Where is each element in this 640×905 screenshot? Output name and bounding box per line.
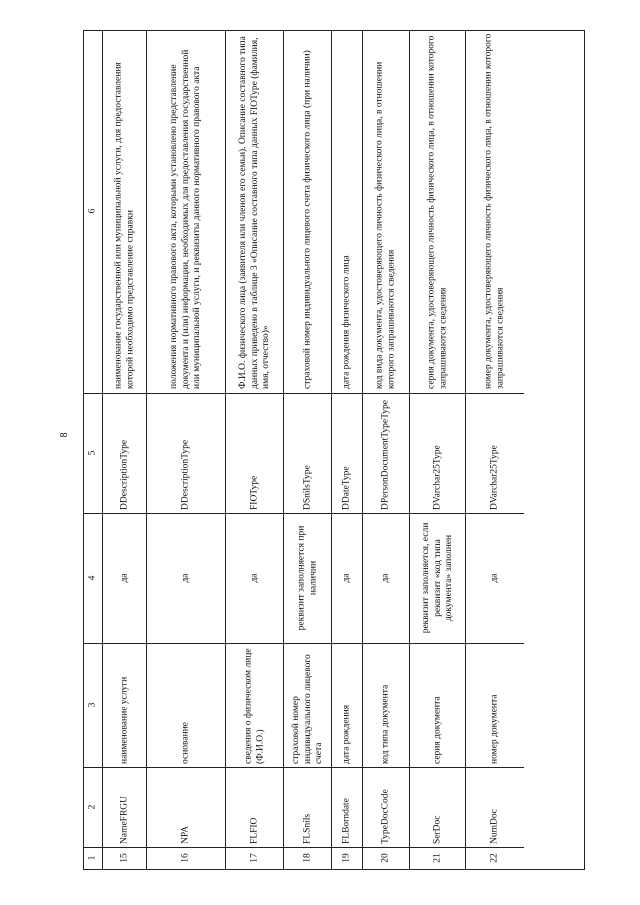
table-cell-col-6	[103, 29, 146, 393]
cell-text: 4	[87, 575, 98, 581]
table-cell-col-2	[84, 767, 102, 847]
cell-text: DVarchar25Type	[489, 445, 500, 511]
cell-text: DSnilsType	[301, 465, 312, 511]
table-row	[284, 31, 332, 869]
cell-text: FLSnils	[301, 813, 312, 845]
table-cell-col-1	[147, 847, 225, 869]
table-cell-col-3	[226, 643, 283, 767]
cell-text: сведения о физическом лице (Ф.И.О.)	[243, 648, 265, 765]
cell-text: основание	[180, 722, 191, 765]
table-cell-col-3	[284, 643, 331, 767]
table-cell-col-4	[103, 513, 146, 643]
cell-text: DVarchar25Type	[431, 445, 442, 511]
table-cell-col-6	[147, 29, 225, 393]
table-cell-col-2	[103, 767, 146, 847]
table-cell-col-6	[466, 29, 524, 393]
table-cell-col-3	[332, 643, 362, 767]
table-cell-col-5	[363, 393, 409, 513]
table-cell-col-1	[284, 847, 331, 869]
cell-text: да	[118, 573, 129, 583]
cell-text: FLFIO	[248, 817, 259, 845]
cell-text: 16	[180, 853, 191, 863]
table-cell-col-3	[363, 643, 409, 767]
cell-text: 17	[248, 853, 259, 863]
cell-text: номер документа, удостоверяющего личность физического лица, в отношении которого запрашиваются сведения	[483, 33, 505, 389]
table-cell-col-4	[410, 513, 465, 643]
table-cell-col-1	[103, 847, 146, 869]
table-cell-col-3	[147, 643, 225, 767]
table-cell-col-5	[147, 393, 225, 513]
table-header-row	[84, 31, 103, 869]
table-cell-col-2	[147, 767, 225, 847]
table-cell-col-1	[84, 847, 102, 869]
table-row	[147, 31, 226, 869]
cell-text: дата рождения физического лица	[341, 254, 352, 389]
cell-text: положения нормативного правового акта, которыми установлено представление документа и (или) информации, необходимых для предоставления государственной или муниципальной услуги, и реквизиты данного нормативного правового акта	[168, 49, 202, 389]
cell-text: 1	[87, 855, 98, 861]
cell-text: 22	[489, 853, 500, 863]
table-row	[332, 31, 363, 869]
table-cell-col-2	[284, 767, 331, 847]
cell-text: NameFRGU	[118, 796, 129, 845]
table-cell-col-2	[332, 767, 362, 847]
table-cell-col-5	[226, 393, 283, 513]
cell-text: DDescriptionType	[180, 440, 191, 511]
table-cell-col-6	[226, 29, 283, 393]
cell-text: 3	[87, 702, 98, 708]
table-cell-col-2	[410, 767, 465, 847]
table-cell-col-1	[466, 847, 524, 869]
table-cell-col-6	[363, 29, 409, 393]
table-cell-col-3	[103, 643, 146, 767]
cell-text: DPersonDocumentTypeType	[380, 400, 391, 511]
table-cell-col-3	[84, 643, 102, 767]
table-cell-col-1	[332, 847, 362, 869]
cell-text: код типа документа	[380, 684, 391, 765]
cell-text: наименование государственной или муниципальной услуги, для предоставления которой необходимо представление справки	[113, 61, 135, 389]
table-cell-col-4	[332, 513, 362, 643]
cell-text: да	[341, 573, 352, 583]
cell-text: DDateType	[341, 466, 352, 511]
cell-text: NPA	[180, 825, 191, 845]
cell-text: 19	[341, 853, 352, 863]
table-cell-col-5	[410, 393, 465, 513]
cell-text: наименование услуги	[118, 676, 129, 765]
table-cell-col-2	[226, 767, 283, 847]
cell-text: страховой номер индивидуального лицевого счета физического лица (при наличии)	[301, 49, 312, 389]
cell-text: дата рождения	[341, 705, 352, 765]
cell-text: 21	[431, 853, 442, 863]
cell-text: да	[380, 573, 391, 583]
cell-text: да	[489, 573, 500, 583]
table-cell-col-6	[410, 29, 465, 393]
cell-text: реквизит заполняется, если реквизит «код типа документа» заполнен	[420, 522, 454, 634]
table-cell-col-1	[226, 847, 283, 869]
table-cell-col-2	[363, 767, 409, 847]
table-cell-col-4	[84, 513, 102, 643]
table-cell-col-6	[284, 29, 331, 393]
table-cell-col-1	[363, 847, 409, 869]
table-row	[410, 31, 466, 869]
cell-text: страховой номер индивидуального лицевого счета	[290, 654, 324, 765]
cell-text: 2	[87, 804, 98, 810]
cell-text: серия документа	[431, 696, 442, 765]
table-cell-col-1	[410, 847, 465, 869]
table-cell-col-4	[226, 513, 283, 643]
table-cell-col-5	[466, 393, 524, 513]
table-row	[363, 31, 410, 869]
cell-text: 5	[87, 450, 98, 456]
cell-text: SerDoc	[431, 815, 442, 845]
cell-text: Ф.И.О. физического лица (заявителя или членов его семьи). Описание составного типа данных приведено в таблице 3 «Описание составного типа данных FIOType (фамилия, имя, отчество)»	[237, 35, 271, 389]
table-cell-col-5	[103, 393, 146, 513]
cell-text: FIOType	[248, 475, 259, 511]
page-number: 8	[59, 432, 70, 438]
cell-text: код вида документа, удостоверяющего личность физического лица, в отношении которого запрашиваются сведения	[374, 61, 396, 389]
cell-text: FLBorndate	[341, 798, 352, 845]
table-cell-col-2	[466, 767, 524, 847]
cell-text: 20	[380, 853, 391, 863]
table-cell-col-5	[284, 393, 331, 513]
cell-text: 18	[301, 853, 312, 863]
document-table	[83, 30, 585, 870]
cell-text: 6	[87, 208, 98, 213]
cell-text: NumDoc	[489, 809, 500, 845]
table-cell-col-4	[284, 513, 331, 643]
cell-text: 15	[118, 853, 129, 863]
table-cell-col-3	[466, 643, 524, 767]
table-cell-col-3	[410, 643, 465, 767]
table-row	[226, 31, 284, 869]
table-cell-col-5	[332, 393, 362, 513]
table-cell-col-4	[466, 513, 524, 643]
cell-text: серия документа, удостоверяющего личность физического лица, в отношении которого запрашиваются сведения	[426, 35, 448, 389]
table-row	[103, 31, 147, 869]
cell-text: DDescriptionType	[118, 440, 129, 511]
cell-text: TypeDocCode	[380, 789, 391, 845]
table-cell-col-4	[147, 513, 225, 643]
cell-text: реквизит заполняется при наличии	[296, 525, 318, 631]
table-cell-col-6	[84, 29, 102, 393]
cell-text: номер документа	[489, 694, 500, 765]
cell-text: да	[180, 573, 191, 583]
table-row	[466, 31, 524, 869]
table-cell-col-6	[332, 29, 362, 393]
table-cell-col-5	[84, 393, 102, 513]
table-cell-col-4	[363, 513, 409, 643]
cell-text: да	[248, 573, 259, 583]
